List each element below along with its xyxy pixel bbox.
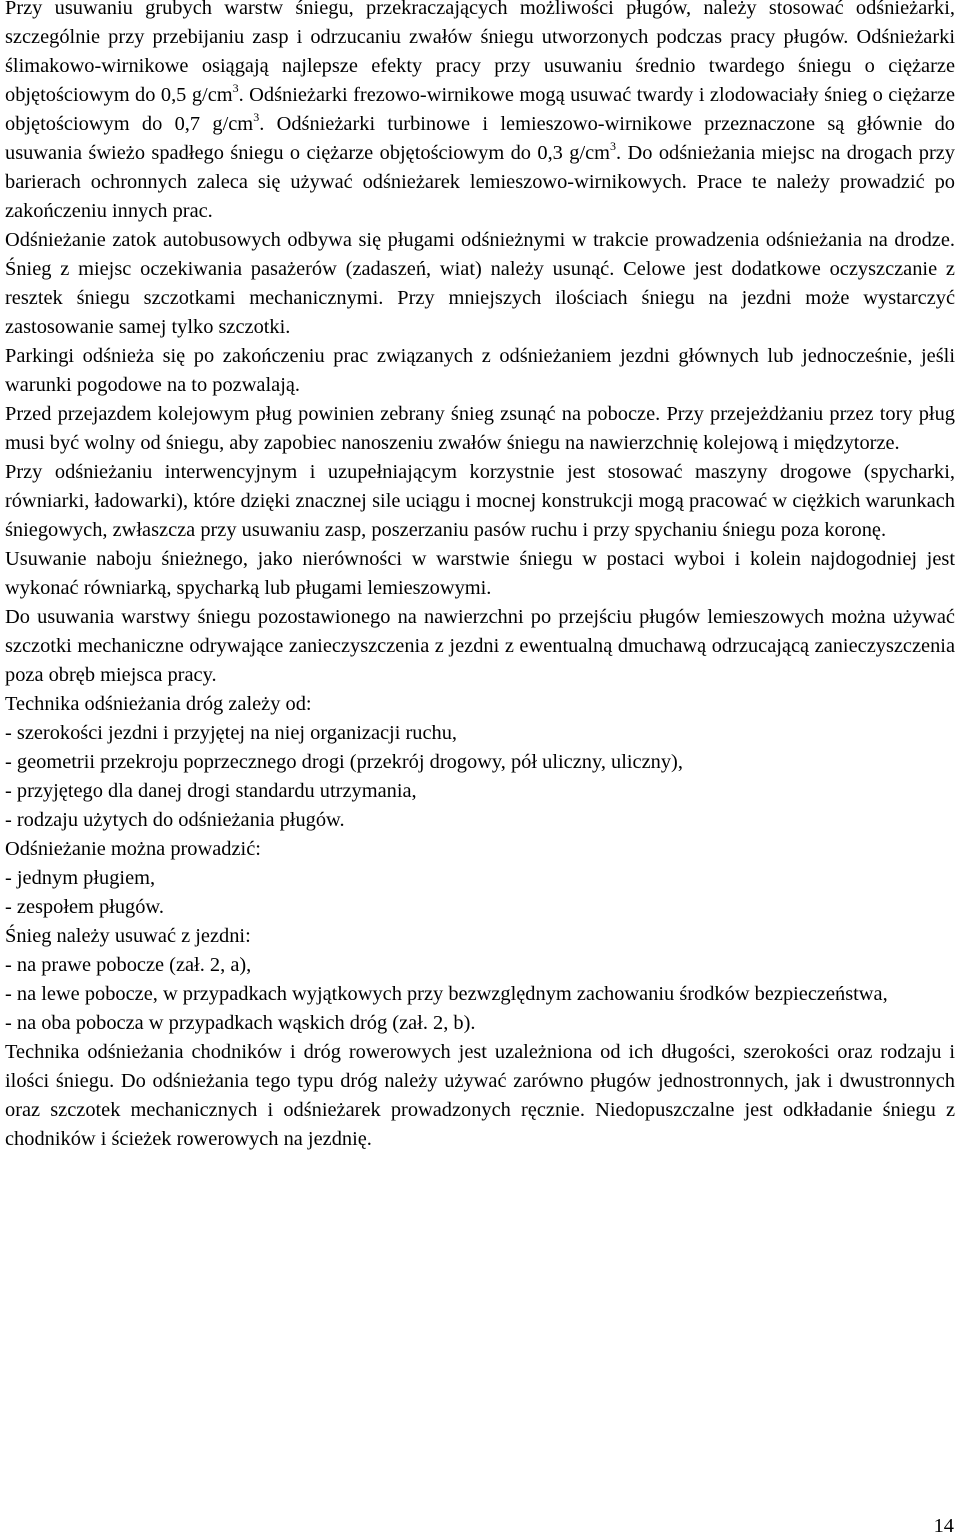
paragraph (5, 1038, 955, 1154)
text-segment: Śnieg należy usuwać z jezdni: (5, 925, 251, 947)
paragraph (5, 0, 955, 226)
paragraph (5, 951, 955, 980)
text-segment: Parkingi odśnieża się po zakończeniu prac związanych z odśnieżaniem jezdni głównych lub jednocześnie, jeśli warunki pogodowe na to pozwalają. (5, 345, 955, 396)
superscript: 3 (253, 110, 260, 124)
paragraph (5, 835, 955, 864)
paragraph (5, 719, 955, 748)
page-body (5, 0, 955, 1154)
text-segment: Technika odśnieżania chodników i dróg rowerowych jest uzależniona od ich długości, szerokości oraz rodzaju i ilości śniegu. Do odśnieżania tego typu dróg należy używać zarówno pługów jednostronnych, jak i dwustronnych oraz szczotek mechanicznych i odśnieżarek prowadzonych ręcznie. Niedopuszczalne jest odkładanie śniegu z chodników i ścieżek rowerowych na jezdnię. (5, 1041, 955, 1150)
paragraph (5, 1009, 955, 1038)
paragraph (5, 458, 955, 545)
paragraph (5, 690, 955, 719)
text-segment: - rodzaju użytych do odśnieżania pługów. (5, 809, 345, 831)
paragraph (5, 226, 955, 342)
text-segment: . Odśnieżarki frezowo-wirnikowe mogą usuwać twardy i zlodowaciały śnieg o ciężarze objętościowym do 0,7 g/cm (5, 84, 955, 135)
text-segment: - geometrii przekroju poprzecznego drogi (przekrój drogowy, pół uliczny, uliczny), (5, 751, 683, 773)
text-segment: Usuwanie naboju śnieżnego, jako nierówności w warstwie śniegu w postaci wyboi i kolein najdogodniej jest wykonać równiarką, spycharką lub pługami lemieszowymi. (5, 548, 955, 599)
paragraph (5, 777, 955, 806)
text-segment: Przy usuwaniu grubych warstw śniegu, przekraczających możliwości pługów, należy stosować odśnieżarki, szczególnie przy przebijaniu zasp i odrzucaniu zwałów śniegu utworzonych podczas pracy pługów. Odśnieżarki ślimakowo-wirnikowe osiągają najlepsze efekty pracy przy usuwaniu średnio twardego śniegu o ciężarze objętościowym do 0,5 g/cm (5, 0, 955, 106)
text-segment: - na prawe pobocze (zał. 2, a), (5, 954, 252, 976)
paragraph (5, 400, 955, 458)
text-segment: Odśnieżanie zatok autobusowych odbywa się pługami odśnieżnymi w trakcie prowadzenia odśnieżania na drodze. Śnieg z miejsc oczekiwania pasażerów (zadaszeń, wiat) należy usunąć. Celowe jest dodatkowe oczyszczanie z resztek śniegu szczotkami mechanicznymi. Przy mniejszych ilościach śniegu na jezdni może wystarczyć zastosowanie samej tylko szczotki. (5, 229, 955, 338)
paragraph (5, 893, 955, 922)
paragraph (5, 603, 955, 690)
text-segment: . Do odśnieżania miejsc na drogach przy barierach ochronnych zaleca się używać odśnieżarek lemieszowo-wirnikowych. Prace te należy prowadzić po zakończeniu innych prac. (5, 142, 955, 222)
text-segment: - przyjętego dla danej drogi standardu utrzymania, (5, 780, 417, 802)
superscript: 3 (610, 139, 617, 153)
text-segment: - na lewe pobocze, w przypadkach wyjątkowych przy bezwzględnym zachowaniu środków bezpieczeństwa, (5, 983, 888, 1005)
text-segment: Przy odśnieżaniu interwencyjnym i uzupełniającym korzystnie jest stosować maszyny drogowe (spycharki, równiarki, ładowarki), które dzięki znacznej sile uciągu i mocnej konstrukcji mogą pracować w ciężkich warunkach śniegowych, zwłaszcza przy usuwaniu zasp, poszerzaniu pasów ruchu i przy spychaniu śniegu poza koronę. (5, 461, 955, 541)
paragraph (5, 342, 955, 400)
paragraph (5, 980, 955, 1009)
text-segment: - jednym pługiem, (5, 867, 156, 889)
text-segment: Odśnieżanie można prowadzić: (5, 838, 261, 860)
text-segment: - szerokości jezdni i przyjętej na niej organizacji ruchu, (5, 722, 457, 744)
paragraph (5, 545, 955, 603)
paragraph (5, 864, 955, 893)
text-segment: . Odśnieżarki turbinowe i lemieszowo-wirnikowe przeznaczone są głównie do usuwania świeżo spadłego śniegu o ciężarze objętościowym do 0,3 g/cm (5, 113, 956, 164)
page-number: 14 (933, 1515, 954, 1537)
paragraph (5, 748, 955, 777)
text-segment: Przed przejazdem kolejowym pług powinien zebrany śnieg zsunąć na pobocze. Przy przejeżdżaniu przez tory pług musi być wolny od śniegu, aby zapobiec nanoszeniu zwałów śniegu na nawierzchnię kolejową i międzytorze. (5, 403, 955, 454)
text-segment: - na oba pobocza w przypadkach wąskich dróg (zał. 2, b). (5, 1012, 476, 1034)
paragraph (5, 922, 955, 951)
superscript: 3 (232, 81, 239, 95)
text-segment: Do usuwania warstwy śniegu pozostawionego na nawierzchni po przejściu pługów lemieszowych można używać szczotki mechaniczne odrywające zanieczyszczenia z jezdni z ewentualną dmuchawą odrzucającą zanieczyszczenia poza obręb miejsca pracy. (5, 606, 955, 686)
text-segment: - zespołem pługów. (5, 896, 164, 918)
text-segment: Technika odśnieżania dróg zależy od: (5, 693, 312, 715)
paragraph (5, 806, 955, 835)
